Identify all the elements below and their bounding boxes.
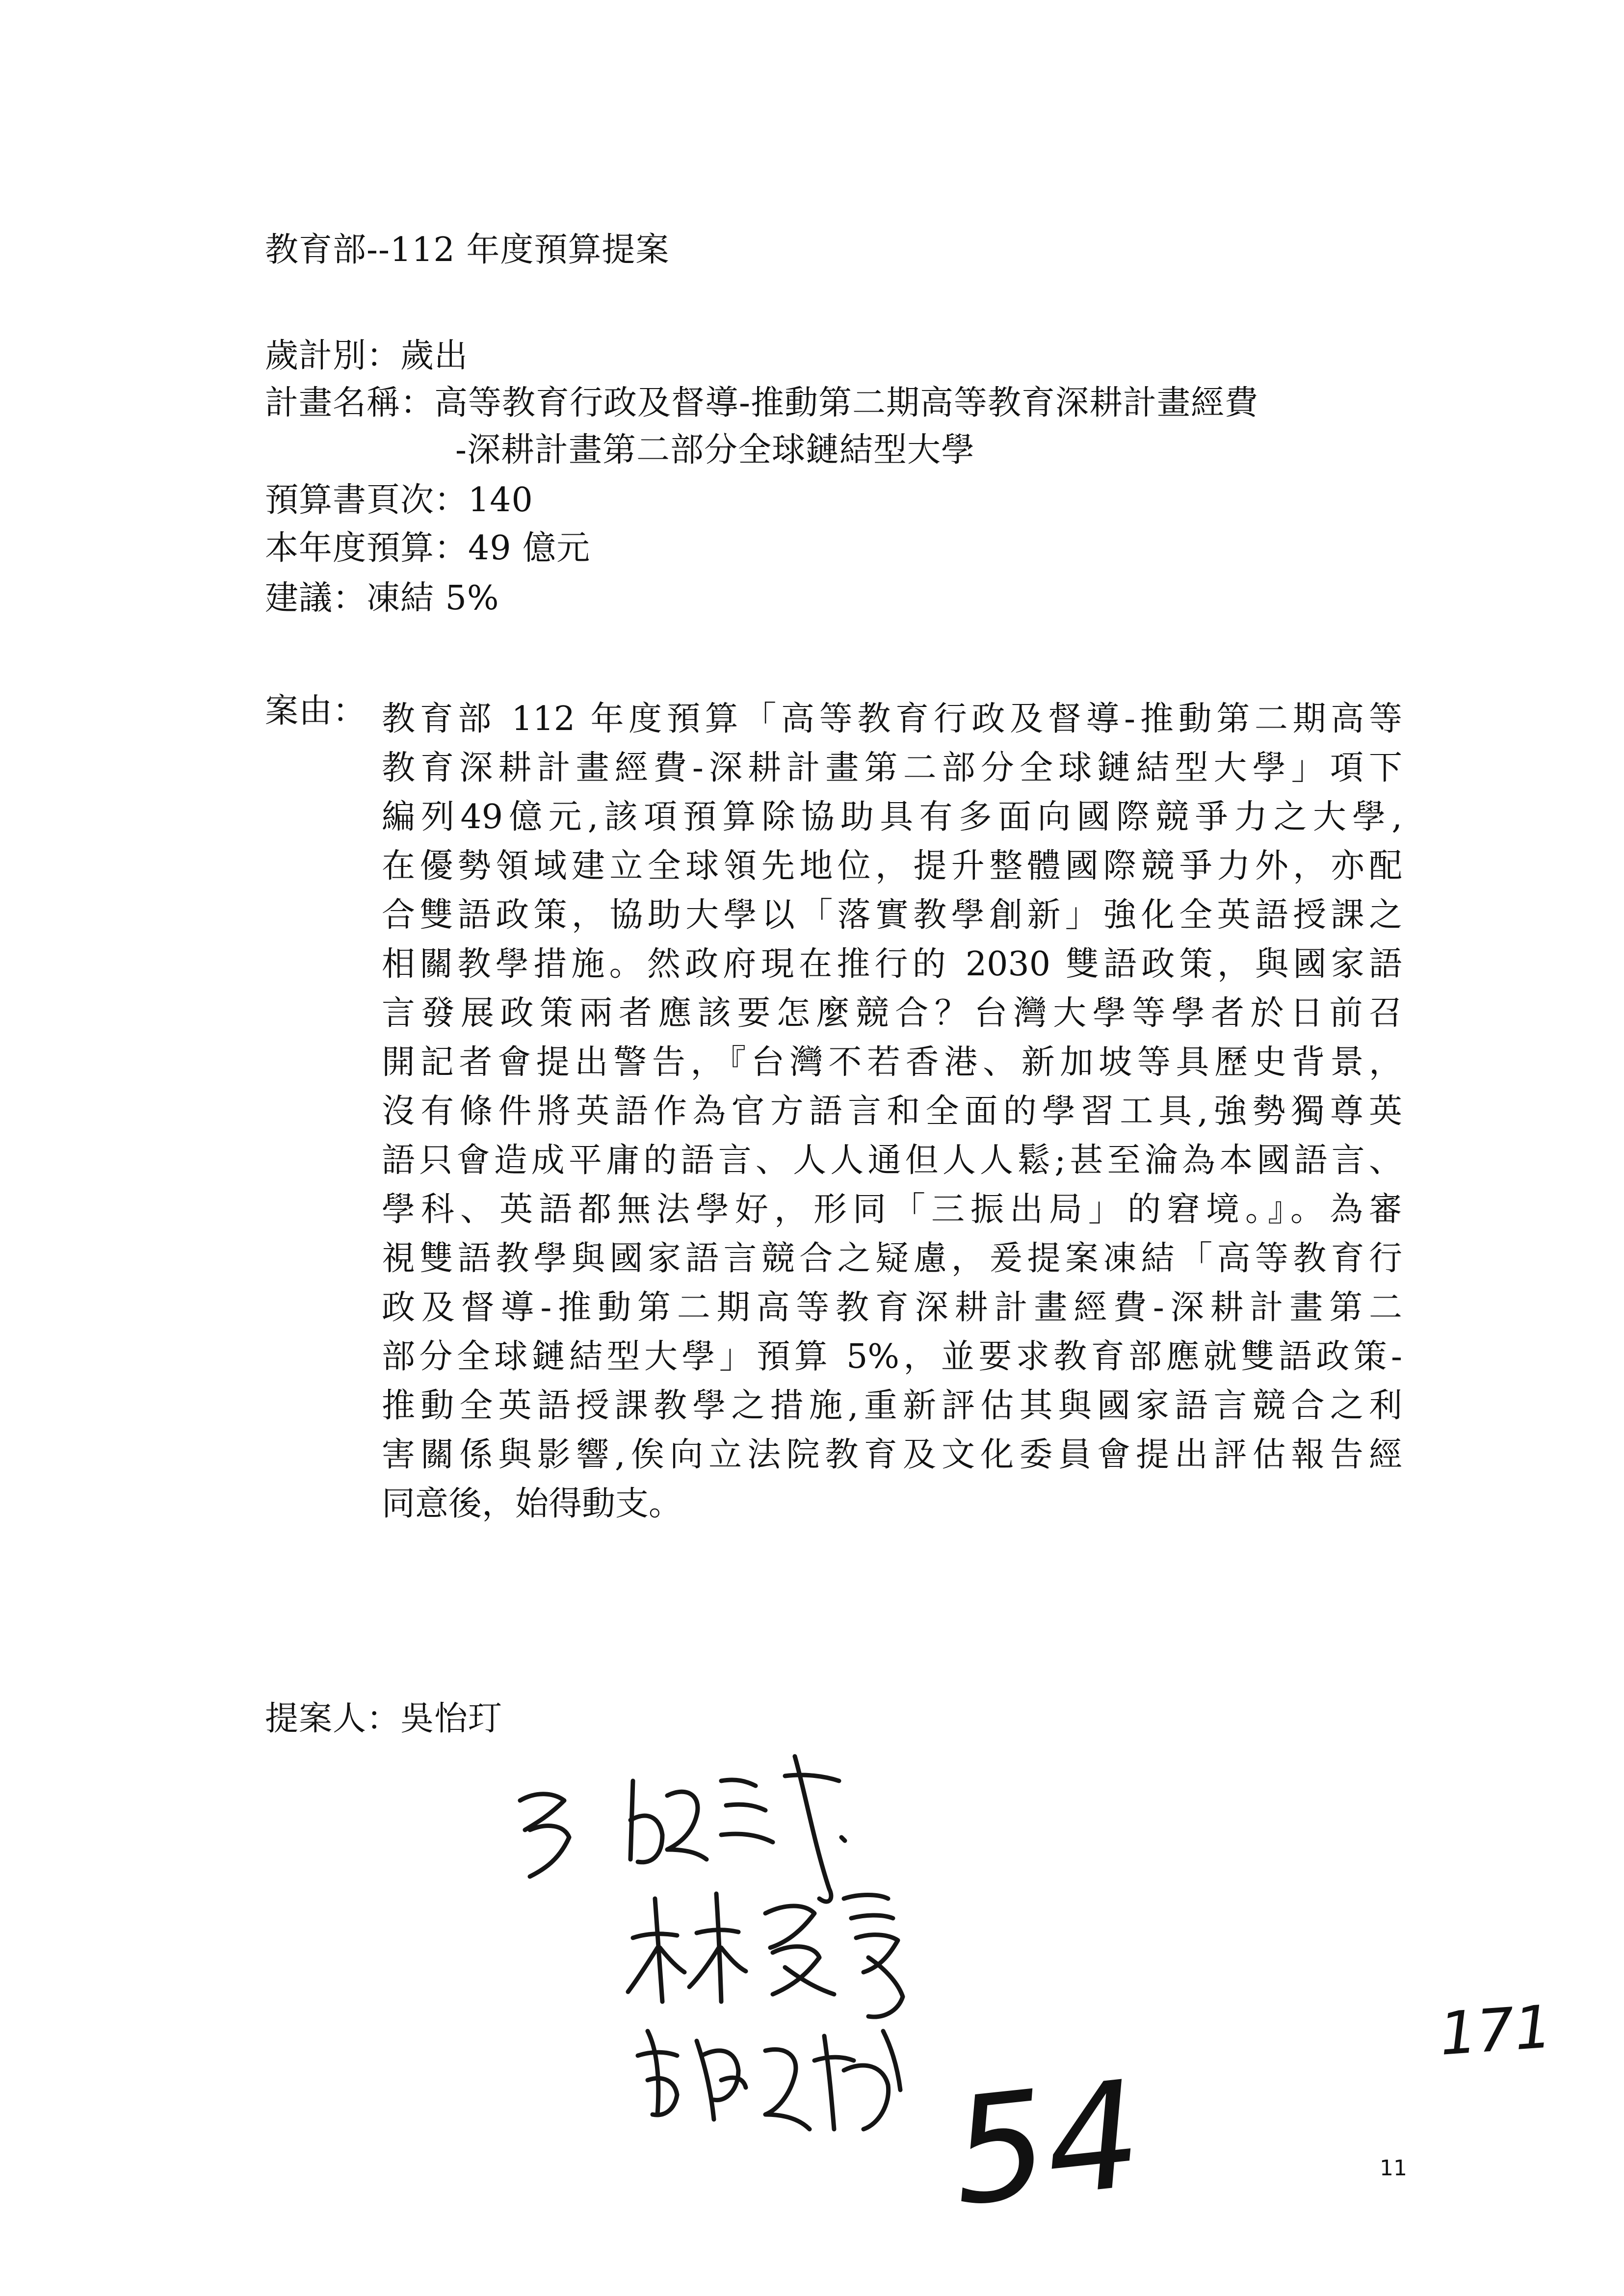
reason-line: 視雙語教學與國家語言競合之疑慮，爰提案凍結「高等教育行	[382, 1239, 1402, 1278]
reason-line: 教育深耕計畫經費-深耕計畫第二部分全球鏈結型大學」項下	[382, 749, 1402, 787]
reason-line: 推動全英語授課教學之措施,重新評估其與國家語言競合之利	[382, 1386, 1402, 1425]
reason-line: 同意後，始得動支。	[382, 1485, 682, 1523]
reason-line: 部分全球鏈結型大學」預算 5%，並要求教育部應就雙語政策-	[382, 1337, 1402, 1376]
field-project-name: 計畫名稱：高等教育行政及督導-推動第二期高等教育深耕計畫經費	[265, 384, 1258, 422]
reason-line: 編列49億元,該項預算除協助具有多面向國際競爭力之大學,	[382, 798, 1402, 836]
reason-line: 學科、英語都無法學好，形同「三振出局」的窘境。』。為審	[382, 1190, 1402, 1229]
reason-line: 政及督導-推動第二期高等教育深耕計畫經費-深耕計畫第二	[382, 1288, 1402, 1327]
page-number: 11	[1380, 2156, 1407, 2181]
field-project-name-continued: -深耕計畫第二部分全球鏈結型大學	[455, 431, 975, 470]
signature-3	[638, 2031, 900, 2129]
reason-line: 害關係與影響,俟向立法院教育及文化委員會提出評估報告經	[382, 1435, 1402, 1474]
reason-line: 在優勢領域建立全球領先地位，提升整體國際競爭力外，亦配	[382, 847, 1402, 886]
handwritten-number-171: 171	[1437, 1993, 1554, 2069]
reason-label: 案由：	[265, 692, 367, 731]
signature-2	[628, 1894, 903, 2017]
reason-line: 語只會造成平庸的語言、人人通但人人鬆;甚至淪為本國語言、	[382, 1141, 1402, 1180]
document-title: 教育部--112 年度預算提案	[265, 231, 670, 269]
field-recommendation: 建議：凍結 5%	[265, 579, 499, 618]
field-fiscal-category: 歲計別：歲出	[265, 337, 469, 375]
reason-line: 開記者會提出警告，『台灣不若香港、新加坡等具歷史背景，	[382, 1043, 1402, 1082]
handwritten-number-54: 54	[944, 2049, 1149, 2239]
reason-line: 合雙語政策，協助大學以「落實教學創新」強化全英語授課之	[382, 896, 1402, 935]
reason-line: 教育部 112 年度預算「高等教育行政及督導-推動第二期高等	[382, 700, 1402, 738]
reason-body	[382, 695, 1402, 1529]
signature-1	[520, 1756, 845, 1902]
reason-line: 沒有條件將英語作為官方語言和全面的學習工具,強勢獨尊英	[382, 1092, 1402, 1131]
proposer: 提案人：吳怡玎	[265, 1699, 502, 1738]
field-budget-page: 預算書頁次：140	[265, 481, 533, 520]
field-annual-budget: 本年度預算：49 億元	[265, 529, 591, 568]
reason-line: 言發展政策兩者應該要怎麼競合？台灣大學等學者於日前召	[382, 994, 1402, 1033]
reason-line: 相關教學措施。然政府現在推行的 2030 雙語政策，與國家語	[382, 945, 1402, 984]
